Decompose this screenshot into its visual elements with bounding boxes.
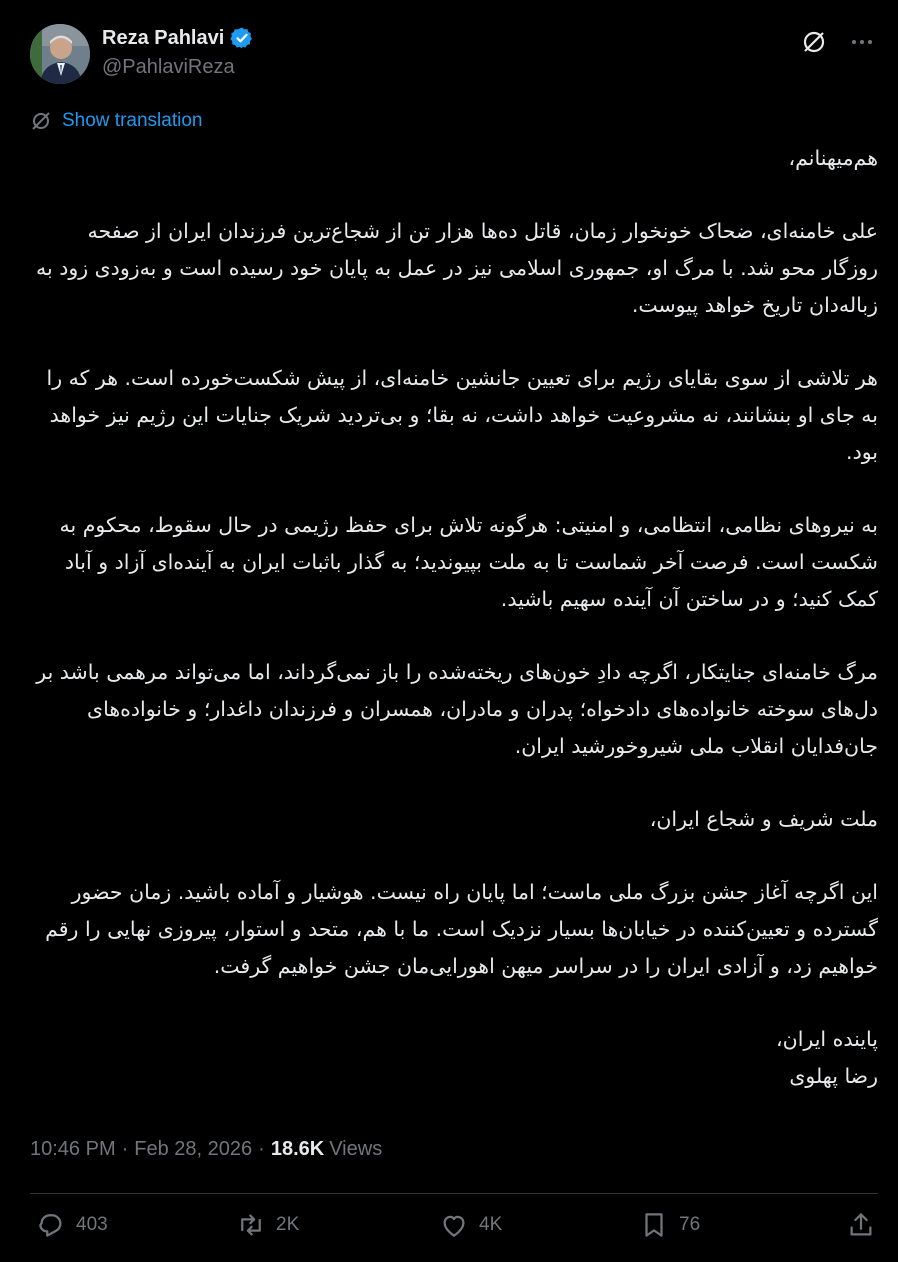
tweet-paragraph: این اگرچه آغاز جشن بزرگ ملی ماست؛ اما پایان راه نیست. هوشیار و آماده باشید. زمان حضور گسترده و تعیین‌کننده در خیابان‌ها بسیار نزدیک است. ما با هم، متحد و استوار، پیروزی نهایی را رقم خواهیم زد، و آزادی ایران را در سراسر میهن اهورایی‌مان جشن خواهیم گرفت. <box>45 880 878 978</box>
tweet-paragraph: ملت شریف و شجاع ایران، <box>649 807 878 831</box>
tweet-signature: رضا پهلوی <box>789 1064 878 1088</box>
tweet-paragraph: به نیروهای نظامی، انتظامی، و امنیتی: هرگونه تلاش برای حفظ رژیمی در حال سقوط، محکوم به شکست است. فرصت آخر شماست تا به ملت بپیوندید؛ به گذار باثبات ایران به آینده‌ای آزاد و آباد کمک کنید؛ و در ساختن آن آینده سهیم باشید. <box>59 513 878 611</box>
show-translation-label: Show translation <box>62 110 203 131</box>
translate-icon <box>30 110 52 132</box>
like-button[interactable] <box>439 1210 502 1240</box>
verified-badge-icon[interactable] <box>230 26 254 50</box>
author-name-row <box>102 26 254 50</box>
tweet-paragraph: علی خامنه‌ای، ضحاک خونخوار زمان، قاتل ده‌ها هزار تن از شجاع‌ترین فرزندان ایران از صفحه روزگار محو شد. با مرگ او، جمهوری اسلامی نیز در عمل به پایان خود رسیده است و به‌زودی زود به زباله‌دان تاریخ خواهد پیوست. <box>35 219 878 317</box>
tweet-closing: پاینده ایران، <box>776 1027 878 1051</box>
share-button[interactable] <box>846 1210 876 1240</box>
reply-count: 403 <box>76 1214 108 1235</box>
tweet-header <box>30 24 876 88</box>
bookmark-icon <box>639 1210 669 1240</box>
meta-separator: · <box>121 1138 129 1160</box>
repost-button[interactable] <box>236 1210 299 1240</box>
tweet-paragraph: هر تلاشی از سوی بقایای رژیم برای تعیین جانشین خامنه‌ای، از پیش شکست‌خورده است. هر که را به جای او بنشانند، نه مشروعیت خواهد داشت، نه بقا؛ و بی‌تردید شریک جنایات این رژیم نیز خواهد بود. <box>46 366 878 464</box>
bookmark-count: 76 <box>679 1214 701 1235</box>
author-handle[interactable]: @PahlaviReza <box>102 56 235 78</box>
more-icon[interactable] <box>848 28 876 56</box>
share-icon <box>846 1210 876 1240</box>
author-name[interactable]: Reza Pahlavi <box>102 26 225 49</box>
tweet-date[interactable]: Feb 28, 2026 <box>134 1138 253 1160</box>
repost-icon <box>236 1210 266 1240</box>
views-count: 18.6K <box>270 1138 325 1160</box>
tweet-meta <box>30 1138 382 1161</box>
tweet-paragraph: هم‌میهنانم، <box>788 146 878 170</box>
tweet-paragraph: مرگ خامنه‌ای جنایتکار، اگرچه دادِ خون‌های ریخته‌شده را باز نمی‌گرداند، اما می‌تواند مرهمی باشد بر دل‌های سوخته خانواده‌های دادخواه؛ پدران و مادران، همسران و فرزندان داغدار؛ و خانواده‌های جان‌فدایان انقلاب ملی شیروخورشید ایران. <box>36 660 878 758</box>
reply-button[interactable] <box>36 1210 108 1240</box>
repost-count: 2K <box>276 1214 300 1235</box>
top-actions <box>800 28 876 56</box>
tweet-text <box>30 140 878 1095</box>
meta-separator: · <box>258 1138 265 1160</box>
tweet-time[interactable]: 10:46 PM <box>30 1138 116 1160</box>
reply-icon <box>36 1210 66 1240</box>
views-label: Views <box>329 1138 383 1160</box>
grok-icon[interactable] <box>800 28 828 56</box>
like-icon <box>439 1210 469 1240</box>
like-count: 4K <box>479 1214 503 1235</box>
avatar-image <box>30 24 90 84</box>
action-bar <box>30 1210 876 1250</box>
bookmark-button[interactable] <box>639 1210 700 1240</box>
show-translation-link[interactable] <box>30 110 202 132</box>
divider <box>30 1193 878 1194</box>
avatar[interactable] <box>30 24 90 84</box>
